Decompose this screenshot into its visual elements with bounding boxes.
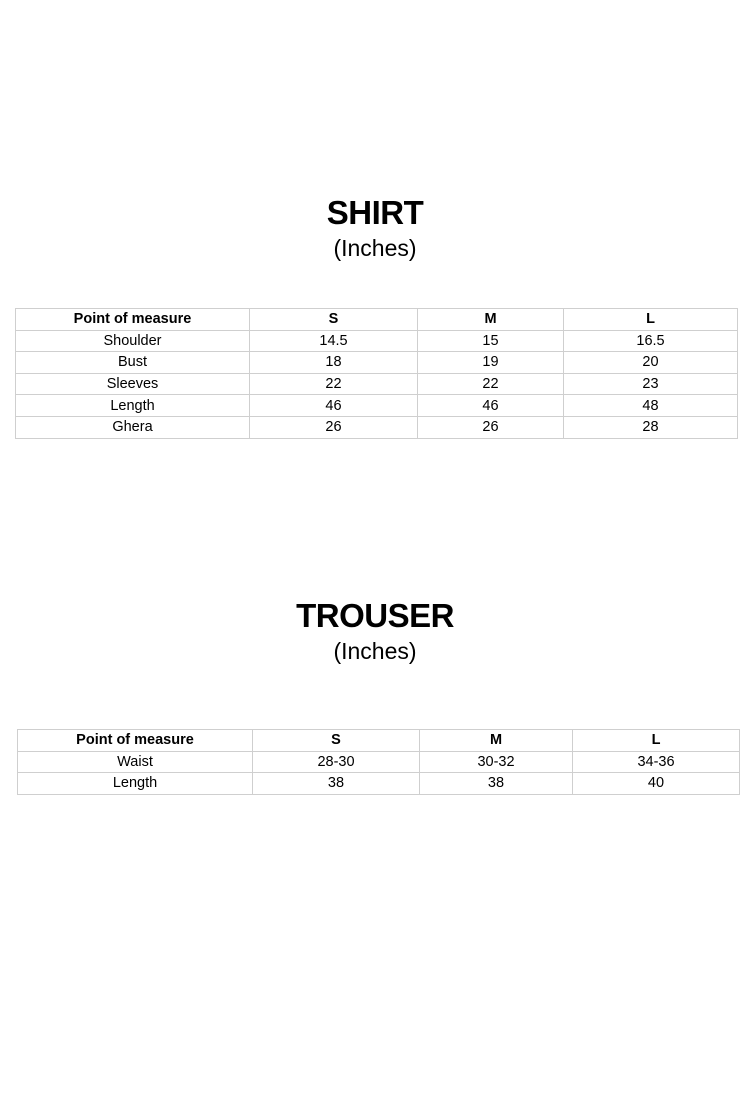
table-header-row bbox=[18, 730, 740, 752]
table-cell: 48 bbox=[564, 395, 738, 417]
table-cell: Waist bbox=[18, 751, 253, 773]
table-cell: 23 bbox=[564, 373, 738, 395]
table-cell: 26 bbox=[250, 416, 418, 438]
shirt-size-table bbox=[15, 308, 738, 439]
column-header: M bbox=[420, 730, 573, 752]
table-cell: 38 bbox=[253, 773, 420, 795]
shirt-title: SHIRT bbox=[326, 194, 424, 231]
column-header: S bbox=[250, 309, 418, 331]
table-cell: 46 bbox=[418, 395, 564, 417]
column-header: L bbox=[564, 309, 738, 331]
table-row bbox=[18, 773, 740, 795]
table-cell: 15 bbox=[418, 330, 564, 352]
table-header-row bbox=[16, 309, 738, 331]
table-cell: Ghera bbox=[16, 416, 250, 438]
table-cell: 19 bbox=[418, 352, 564, 374]
table-row bbox=[16, 330, 738, 352]
table-cell: Shoulder bbox=[16, 330, 250, 352]
table-cell: 40 bbox=[573, 773, 740, 795]
table-cell: 20 bbox=[564, 352, 738, 374]
table-row bbox=[18, 751, 740, 773]
table-cell: 28 bbox=[564, 416, 738, 438]
table-cell: 22 bbox=[418, 373, 564, 395]
table-cell: 18 bbox=[250, 352, 418, 374]
table-cell: 26 bbox=[418, 416, 564, 438]
table-cell: Sleeves bbox=[16, 373, 250, 395]
table-cell: 46 bbox=[250, 395, 418, 417]
table-cell: Length bbox=[18, 773, 253, 795]
trouser-unit-label: (Inches) bbox=[333, 638, 417, 664]
table-row bbox=[16, 416, 738, 438]
column-header: Point of measure bbox=[16, 309, 250, 331]
table-row bbox=[16, 352, 738, 374]
table-cell: 14.5 bbox=[250, 330, 418, 352]
table-cell: Length bbox=[16, 395, 250, 417]
table-cell: 22 bbox=[250, 373, 418, 395]
trouser-size-table bbox=[17, 729, 740, 795]
column-header: Point of measure bbox=[18, 730, 253, 752]
shirt-unit-label: (Inches) bbox=[333, 235, 417, 261]
table-cell: 28-30 bbox=[253, 751, 420, 773]
table-cell: 38 bbox=[420, 773, 573, 795]
table-cell: 16.5 bbox=[564, 330, 738, 352]
table-cell: Bust bbox=[16, 352, 250, 374]
trouser-title: TROUSER bbox=[296, 597, 454, 634]
table-cell: 30-32 bbox=[420, 751, 573, 773]
table-row bbox=[16, 373, 738, 395]
column-header: S bbox=[253, 730, 420, 752]
table-row bbox=[16, 395, 738, 417]
column-header: M bbox=[418, 309, 564, 331]
table-cell: 34-36 bbox=[573, 751, 740, 773]
column-header: L bbox=[573, 730, 740, 752]
